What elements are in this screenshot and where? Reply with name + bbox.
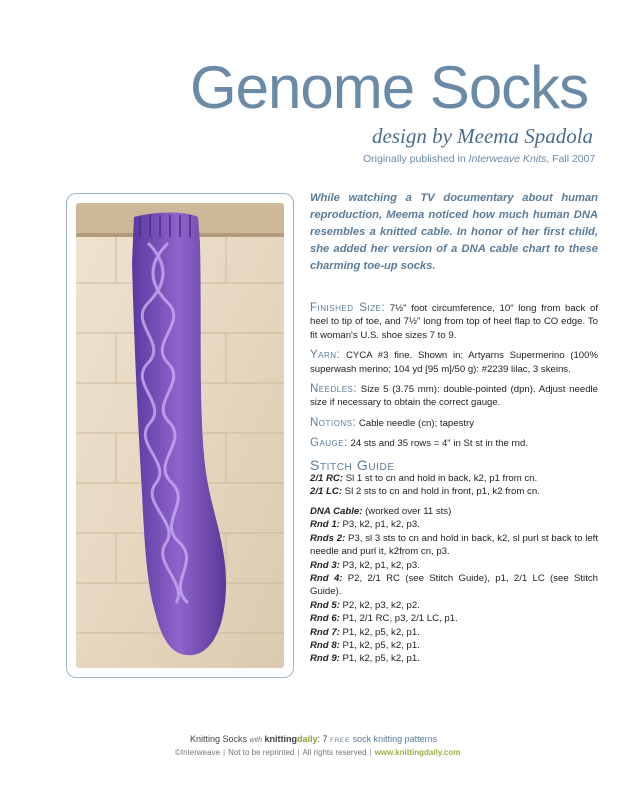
copyright: ©Interweave — [175, 748, 221, 757]
gauge-section — [310, 437, 598, 450]
round-instruction — [310, 626, 598, 639]
brand-daily: daily — [297, 734, 318, 744]
purple-cabled-sock-photo — [76, 203, 284, 668]
notions-heading: Notions: — [310, 416, 357, 429]
brand-knitting: knitting — [264, 734, 298, 744]
round-text: P1, 2/1 RC, p3, 2/1 LC, p1. — [342, 613, 458, 625]
round-text: P3, k2, p1, k2, p3. — [342, 519, 420, 531]
round-label: Rnds 2: — [310, 532, 346, 544]
stitch-guide-heading: Stitch Guide — [310, 456, 395, 473]
stitch-guide-item-text: Sl 2 sts to cn and hold in front, p1, k2 from cn. — [344, 486, 540, 498]
gauge-heading: Gauge: — [310, 437, 348, 450]
finished-size-text: 7½" foot circumference, 10" long from back of heel to tip of toe, and 7½" long from top of heel flap to CO edge. To fit woman's U.S. shoe sizes 7 to 9. — [310, 303, 599, 341]
stitch-guide-item — [310, 485, 598, 498]
round-instruction — [310, 612, 598, 625]
dna-cable-header — [310, 505, 598, 518]
gauge-text: 24 sts and 35 rows = 4" in St st in the rnd. — [350, 438, 529, 450]
publication-note — [363, 153, 595, 165]
footer-title: Knitting Socks — [190, 734, 248, 744]
origin-suffix: , Fall 2007 — [546, 153, 596, 165]
footer-rights-line: ©Interweave | Not to be reprinted | All rights reserved | www.knittingdaily.com — [175, 748, 461, 757]
footer-count: : 7 — [317, 734, 328, 744]
round-text: P3, sl 3 sts to cn and hold in back, k2, sl purl st back to left needle and purl it, k2from cn, p3. — [310, 532, 599, 558]
page-title: Genome Socks — [190, 54, 589, 121]
finished-size-section — [310, 302, 598, 342]
stitch-guide-item-label: 2/1 RC: — [310, 473, 344, 485]
not-reprinted: Not to be reprinted — [228, 748, 295, 757]
round-text: P2, k2, p3, k2, p2. — [342, 599, 420, 611]
round-label: Rnd 7: — [310, 626, 340, 638]
round-text: P1, k2, p5, k2, p1. — [342, 639, 420, 651]
needles-heading: Needles: — [310, 383, 358, 396]
round-label: Rnd 5: — [310, 599, 340, 611]
round-instruction — [310, 652, 598, 665]
round-text: P1, k2, p5, k2, p1. — [342, 653, 420, 665]
needles-section — [310, 383, 598, 410]
round-label: Rnd 4: — [310, 572, 343, 584]
notions-text: Cable needle (cn); tapestry — [358, 417, 475, 429]
stitch-guide-item — [310, 472, 598, 485]
finished-size-heading: Finished Size: — [310, 302, 386, 314]
round-instruction — [310, 518, 598, 531]
dna-cable-note: (worked over 11 sts) — [365, 505, 452, 517]
round-instruction — [310, 599, 598, 612]
stitch-guide-item-text: Sl 1 st to cn and hold in back, k2, p1 from cn. — [345, 473, 538, 485]
designer-byline: design by Meema Spadola — [372, 124, 594, 148]
round-label: Rnd 8: — [310, 639, 340, 651]
yarn-heading: Yarn: — [310, 349, 341, 362]
round-label: Rnd 6: — [310, 613, 340, 625]
needles-text: Size 5 (3.75 mm): double-pointed (dpn). Adjust needle size if necessary to obtain the correct gauge. — [310, 384, 598, 409]
sock-photo-frame — [66, 193, 294, 678]
rights-reserved: All rights reserved — [302, 748, 367, 757]
round-instruction — [310, 639, 598, 652]
notions-section — [310, 417, 598, 430]
footer-with: with — [249, 737, 262, 744]
footer-promo-line — [190, 734, 437, 744]
round-instruction — [310, 572, 598, 599]
round-instruction — [310, 559, 598, 572]
stitch-guide-item-label: 2/1 LC: — [310, 486, 342, 498]
origin-prefix: Originally published in — [363, 153, 469, 165]
round-label: Rnd 9: — [310, 653, 340, 665]
intro-paragraph: While watching a TV documentary about human reproduction, Meema noticed how much human DNA resembles a knitted cable. In honor of her first child, she added her version of a DNA cable chart to these charming toe-up socks. — [310, 192, 598, 272]
origin-publication: Interweave Knits — [468, 153, 547, 165]
round-text: P2, 2/1 RC (see Stitch Guide), p1, 2/1 LC (see Stitch Guide). — [310, 572, 598, 598]
round-label: Rnd 1: — [310, 519, 340, 531]
pattern-details — [310, 302, 598, 666]
round-text: P1, k2, p5, k2, p1. — [342, 626, 420, 638]
round-text: P3, k2, p1, k2, p3. — [342, 559, 420, 571]
yarn-section — [310, 349, 598, 376]
footer-patterns: sock knitting patterns — [352, 734, 438, 744]
round-label: Rnd 3: — [310, 559, 340, 571]
dna-cable-label: DNA Cable: — [310, 505, 363, 517]
round-instruction — [310, 532, 598, 559]
website-link[interactable]: www.knittingdaily.com — [374, 748, 461, 757]
footer-free: free — [330, 734, 351, 744]
yarn-text: CYCA #3 fine. Shown in: Artyarns Supermerino (100% superwash merino; 104 yd [95 m]/50 g): #2239 lilac, 3 skeins. — [310, 350, 598, 375]
